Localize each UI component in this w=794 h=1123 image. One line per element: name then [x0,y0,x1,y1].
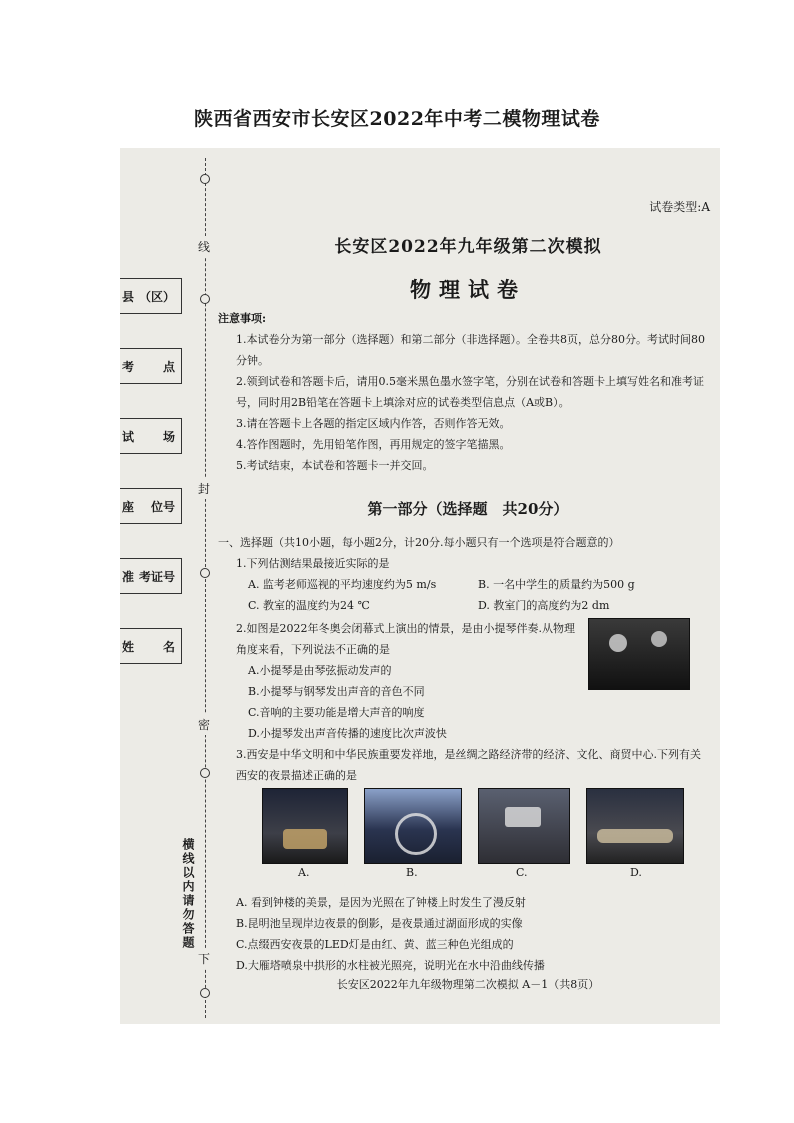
q1-option-a: A. 监考老师巡视的平均速度约为5 m/s [248,578,437,591]
notice-item: 5.考试结束，本试卷和答题卡一并交回。 [236,459,434,472]
q2-option-c: C.音响的主要功能是增大声音的响度 [248,706,425,719]
q3-option-a: A. 看到钟楼的美景，是因为光照在了钟楼上时发生了漫反射 [236,896,526,909]
notice-section [218,308,708,476]
part1-title: 第一部分（选择题 共20分） [367,500,569,518]
exam-title: 长安区2022年九年级第二次模拟 [334,237,602,257]
notice-item: 1.本试卷分为第一部分（选择题）和第二部分（非选择题）。全卷共8页，总分80分。考试时间80分钟。 [236,333,705,367]
q3-option-d: D.大雁塔喷泉中拱形的水柱被光照亮，说明光在水中沿曲线传播 [236,959,545,972]
caption-b: B. [406,866,418,879]
notice-item: 4.答作图题时，先用铅笔作图，再用规定的签字笔描黑。 [236,438,511,451]
notice-item: 3.请在答题卡上各题的指定区域内作答，否则作答无效。 [236,417,511,430]
binding-char-secret: 密 [198,714,210,735]
q3-stem: 3.西安是中华文明和中华民族重要发祥地，是丝绸之路经济带的经济、文化、商贸中心.下列有关西安的夜景描述正确的是 [236,748,701,782]
field-seat-number: 座 位号 [120,488,182,524]
violin-performance-photo [588,618,690,690]
binding-hole [200,174,210,184]
q2-stem: 2.如图是2022年冬奥会闭幕式上演出的情景，是由小提琴伴奏.从物理角度来看，下列说法不正确的是 [236,622,575,656]
binding-hole [200,988,210,998]
document-title: 陕西省西安市长安区2022年中考二模物理试卷 [194,108,600,130]
q2-option-b: B.小提琴与钢琴发出声音的音色不同 [248,685,425,698]
fountain-photo [586,788,684,864]
question-3 [218,744,708,786]
q2-option-a: A.小提琴是由琴弦振动发声的 [248,664,392,677]
binding-char-line: 线 [198,236,210,257]
caption-c: C. [516,866,528,879]
exam-paper-photo [120,148,720,1024]
question-1 [218,532,708,616]
city-lights-photo [478,788,570,864]
section-heading: 一、选择题（共10小题，每小题2分，计20分.每小题只有一个选项是符合题意的） [218,536,620,549]
binding-char-below: 下 [198,948,210,969]
q1-option-c: C. 教室的温度约为24 ℃ [248,599,370,612]
q1-stem: 1.下列估测结果最接近实际的是 [236,557,390,570]
q1-option-b: B. 一名中学生的质量约为500 g [478,578,635,591]
paper-type: 试卷类型:A [649,200,710,214]
kunming-lake-photo [364,788,462,864]
q3-options [218,892,708,976]
binding-char-seal: 封 [198,478,210,499]
q1-option-d: D. 教室门的高度约为2 dm [478,599,610,612]
field-exam-site: 考 点 [120,348,182,384]
binding-hole [200,568,210,578]
caption-a: A. [298,866,310,879]
exam-content [218,148,718,1024]
bell-tower-photo [262,788,348,864]
no-answer-note: 横线以内请勿答题 [181,838,195,950]
subject-title: 物理试卷 [410,277,526,302]
notice-item: 2.领到试卷和答题卡后，请用0.5毫米黑色墨水签字笔，分别在试卷和答题卡上填写姓名和准考证号，同时用2B铅笔在答题卡上填涂对应的试卷类型信息点（A或B）。 [236,375,704,409]
binding-hole [200,294,210,304]
caption-d: D. [630,866,642,879]
field-exam-room: 试 场 [120,418,182,454]
binding-hole [200,768,210,778]
field-name: 姓 名 [120,628,182,664]
q3-option-b: B.昆明池呈现岸边夜景的倒影，是夜景通过湖面形成的实像 [236,917,523,930]
field-county: 县 （区） [120,278,182,314]
field-admission-number: 准 考证号 [120,558,182,594]
page-footer: 长安区2022年九年级物理第二次模拟 A－1（共8页） [336,978,600,991]
question-2 [218,618,578,744]
q3-option-c: C.点缀西安夜景的LED灯是由红、黄、蓝三种色光组成的 [236,938,514,951]
binding-line [205,158,206,1018]
q2-option-d: D.小提琴发出声音传播的速度比次声波快 [248,727,447,740]
notice-heading: 注意事项: [218,312,267,325]
binding-sidebar [120,148,211,1024]
